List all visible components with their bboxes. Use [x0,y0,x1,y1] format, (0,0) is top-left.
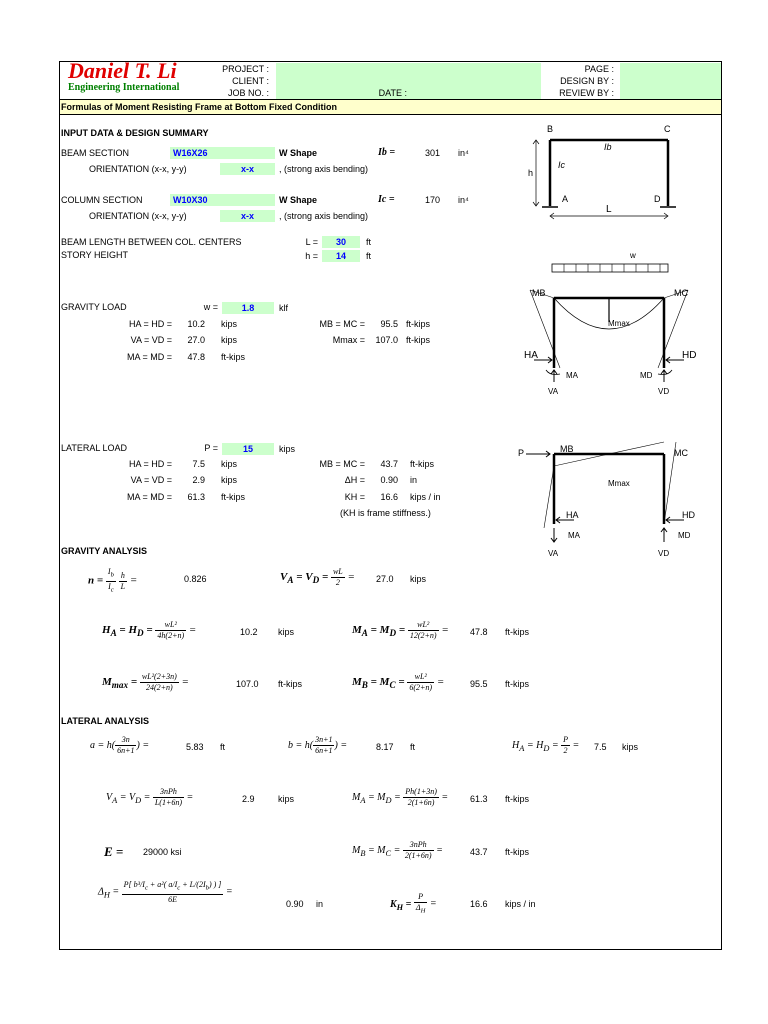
gravity-va-unit: kips [221,335,238,345]
gravity-label-VD: VD [658,387,670,396]
p-label: P = [204,443,218,453]
lateral-ha-value: 7.5 [192,459,205,469]
la-mb-value: 43.7 [470,847,488,857]
lateral-load-label: LATERAL LOAD [61,443,128,453]
gravity-mb-value: 95.5 [380,319,398,329]
w-label: w = [203,302,218,312]
lateral-label-Mmax: Mmax [608,479,630,488]
gravity-mmax-label: Mmax = [332,335,365,345]
column-orientation-input[interactable]: x-x [220,210,275,222]
gravity-label-HD: HD [682,350,697,361]
review-by-label: REVIEW BY : [559,88,614,98]
label-Ic: Ic [558,160,566,170]
gravity-va-value: 27.0 [187,335,205,345]
la-kh-value: 16.6 [470,899,488,909]
n-value: 0.826 [184,574,207,584]
gravity-ma-unit: ft-kips [221,352,246,362]
lateral-kh-value: 16.6 [380,492,398,502]
formula-mb-gravity: $M_B = M_C$ = $\frac{\text{wL²}}{6(2+n)}$ = [352,672,445,692]
gravity-ha-unit: kips [221,319,238,329]
lateral-mb-value: 43.7 [380,459,398,469]
L-label: L = [305,237,318,247]
company-logo-name: Daniel T. Li [68,58,177,83]
lateral-label-MC: MC [674,448,688,458]
design-by-label: DESIGN BY : [560,76,614,86]
project-label: PROJECT : [222,64,269,74]
formula-ha-lateral: $H_A = H_D$ = $\frac{P}{2}$ = [512,735,580,755]
lateral-kh-unit: kips / in [410,492,441,502]
lateral-va-unit: kips [221,475,238,485]
lateral-label-MD: MD [678,531,691,540]
ga-mb-unit: ft-kips [505,679,530,689]
ga-va-value: 27.0 [376,574,394,584]
h-label: h = [305,251,318,261]
lateral-kh-label: KH = [344,492,365,502]
beam-length-label: BEAM LENGTH BETWEEN COL. CENTERS [61,237,242,247]
la-kh-unit: kips / in [505,899,536,909]
gravity-mb-unit: ft-kips [406,319,431,329]
lateral-label-VD: VD [658,549,670,558]
la-dh-value: 0.90 [286,899,304,909]
column-orientation-label: ORIENTATION (x-x, y-y) [89,211,187,221]
formula-E: E = [104,844,124,859]
p-unit: kips [279,444,296,454]
lateral-analysis-title: LATERAL ANALYSIS [61,716,150,726]
beam-orientation-input[interactable]: x-x [220,163,275,175]
la-ma-value: 61.3 [470,794,488,804]
gravity-label-Mmax: Mmax [608,319,630,328]
ib-unit: in⁴ [458,148,469,158]
column-orientation-note: , (strong axis bending) [279,211,369,221]
formula-dh: $\Delta_H$ = $\frac{P[ b^3/I_c + a^2( a/I_c + L/(2I_b) ) ]}{6E}$ = [98,880,233,904]
la-a-value: 5.83 [186,742,204,752]
formula-mb-lateral: $M_B = M_C$ = $\frac{\text{3nPh}}{2(1+6n)}$ = [352,840,443,860]
gravity-mmax-unit: ft-kips [406,335,431,345]
label-Ib: Ib [604,142,612,152]
formula-va-lateral: $V_A = V_D$ = $\frac{\text{3nPh}}{L(1+6n)}$ = [106,787,194,807]
frame-geometry-diagram [516,118,686,228]
date-field[interactable] [409,87,541,99]
gravity-load-diagram [516,250,706,400]
gravity-label-HA: HA [524,350,538,361]
label-L: L [606,204,612,215]
sheet-title: Formulas of Moment Resisting Frame at Bottom Fixed Condition [61,102,338,112]
lateral-label-HA: HA [566,510,579,520]
la-va-value: 2.9 [242,794,255,804]
page-label: PAGE : [584,64,614,74]
lateral-dh-label: ΔH = [344,475,365,485]
formula-va-gravity: $V_A = V_D$ = $\frac{wL}{2}$ = [280,567,355,587]
ic-label: Ic = [378,194,395,205]
la-b-unit: ft [410,742,416,752]
gravity-analysis-title: GRAVITY ANALYSIS [61,546,148,556]
beam-section-label: BEAM SECTION [61,148,130,158]
lateral-label-MB: MB [560,444,574,454]
formula-ha-gravity: $H_A = H_D$ = $\frac{\text{wL²}}{4h(2+n)}$ = [102,620,197,640]
gravity-label-w: w [630,251,636,260]
company-logo-sub: Engineering International [68,82,180,93]
la-E-value: 29000 ksi [143,847,182,857]
input-section-title: INPUT DATA & DESIGN SUMMARY [61,128,209,138]
w-unit: klf [279,303,288,313]
beam-section-input[interactable]: W16X26 [170,147,275,159]
gravity-mb-label: MB = MC = [319,319,365,329]
ga-mb-value: 95.5 [470,679,488,689]
label-A: A [562,194,569,204]
ga-mmax-unit: ft-kips [278,679,303,689]
gravity-label-VA: VA [548,387,559,396]
client-label: CLIENT : [232,76,269,86]
lateral-ma-label: MA = MD = [126,492,172,502]
distributed-load-block [552,264,668,272]
gravity-ha-value: 10.2 [187,319,205,329]
h-unit: ft [366,251,372,261]
title-divider [59,114,722,115]
label-C: C [664,124,671,134]
la-va-unit: kips [278,794,295,804]
label-h: h [528,168,534,178]
gravity-load-label: GRAVITY LOAD [61,302,127,312]
story-height-label: STORY HEIGHT [61,250,129,260]
beam-orientation-note: , (strong axis bending) [279,164,369,174]
gravity-label-MA: MA [566,371,578,380]
la-ma-unit: ft-kips [505,794,530,804]
gravity-ma-value: 47.8 [187,352,205,362]
ga-ma-value: 47.8 [470,627,488,637]
formula-ma-lateral: $M_A = M_D$ = $\frac{Ph(1+3n)}{2(1+6n)}$ = [352,787,449,807]
lateral-dh-value: 0.90 [380,475,398,485]
L-input[interactable]: 30 [322,236,360,248]
la-ha-unit: kips [622,742,639,752]
lateral-kh-note: (KH is frame stiffness.) [340,508,431,518]
column-section-input[interactable]: W10X30 [170,194,275,206]
lateral-ha-unit: kips [221,459,238,469]
ga-mmax-value: 107.0 [236,679,259,689]
column-shape: W Shape [279,195,318,205]
lateral-load-diagram [516,432,706,562]
date-label: DATE : [378,88,407,98]
gravity-va-label: VA = VD = [130,335,172,345]
ic-value: 170 [424,195,440,205]
ga-ha-unit: kips [278,627,295,637]
lateral-label-HD: HD [682,510,695,520]
lateral-mb-unit: ft-kips [410,459,435,469]
lateral-label-VA: VA [548,549,559,558]
lateral-dh-unit: in [410,475,418,485]
formula-kh: $K_H$ = $\frac{P}{\Delta_H}$ = [390,892,437,915]
lateral-label-P: P [518,448,525,458]
formula-b: b = h( $\frac{3n+1}{6n+1}$ ) = [288,735,348,755]
la-b-value: 8.17 [376,742,394,752]
beam-shape: W Shape [279,148,318,158]
la-dh-unit: in [316,899,324,909]
gravity-label-MB: MB [532,288,546,298]
label-D: D [654,194,661,204]
formula-a: a = h( $\frac{3n}{6n+1}$ ) = [90,735,150,755]
gravity-label-MC: MC [674,288,688,298]
lateral-ha-label: HA = HD = [128,459,172,469]
page-info-field[interactable] [620,63,721,99]
p-input[interactable]: 15 [222,443,274,455]
la-a-unit: ft [220,742,226,752]
w-input[interactable]: 1.8 [222,302,274,314]
lateral-mb-label: MB = MC = [319,459,365,469]
la-ha-value: 7.5 [594,742,607,752]
gravity-label-MD: MD [640,371,653,380]
lateral-va-label: VA = VD = [130,475,172,485]
ib-label: Ib = [378,147,396,158]
gravity-mmax-value: 107.0 [375,335,398,345]
lateral-ma-unit: ft-kips [221,492,246,502]
formula-mmax-gravity: $M_{max}$ = $\frac{\text{wL²(2+3n)}}{24(2+n)}$ = [102,672,189,692]
ib-value: 301 [424,148,440,158]
gravity-ha-label: HA = HD = [128,319,172,329]
la-mb-unit: ft-kips [505,847,530,857]
ga-ma-unit: ft-kips [505,627,530,637]
ga-ha-value: 10.2 [240,627,258,637]
lateral-va-value: 2.9 [192,475,205,485]
formula-n: n = $\frac{I_b}{I_c}$ $\frac{h}{L}$ = [88,567,138,594]
formula-ma-gravity: $M_A = M_D$ = $\frac{\text{wL²}}{12(2+n)}$ = [352,620,449,640]
lateral-label-MA: MA [568,531,580,540]
column-section-label: COLUMN SECTION [61,195,143,205]
ga-va-unit: kips [410,574,427,584]
L-unit: ft [366,237,372,247]
h-input[interactable]: 14 [322,250,360,262]
lateral-ma-value: 61.3 [187,492,205,502]
ic-unit: in⁴ [458,195,469,205]
beam-orientation-label: ORIENTATION (x-x, y-y) [89,164,187,174]
label-B: B [547,124,554,134]
gravity-ma-label: MA = MD = [126,352,172,362]
job-label: JOB NO. : [227,88,269,98]
